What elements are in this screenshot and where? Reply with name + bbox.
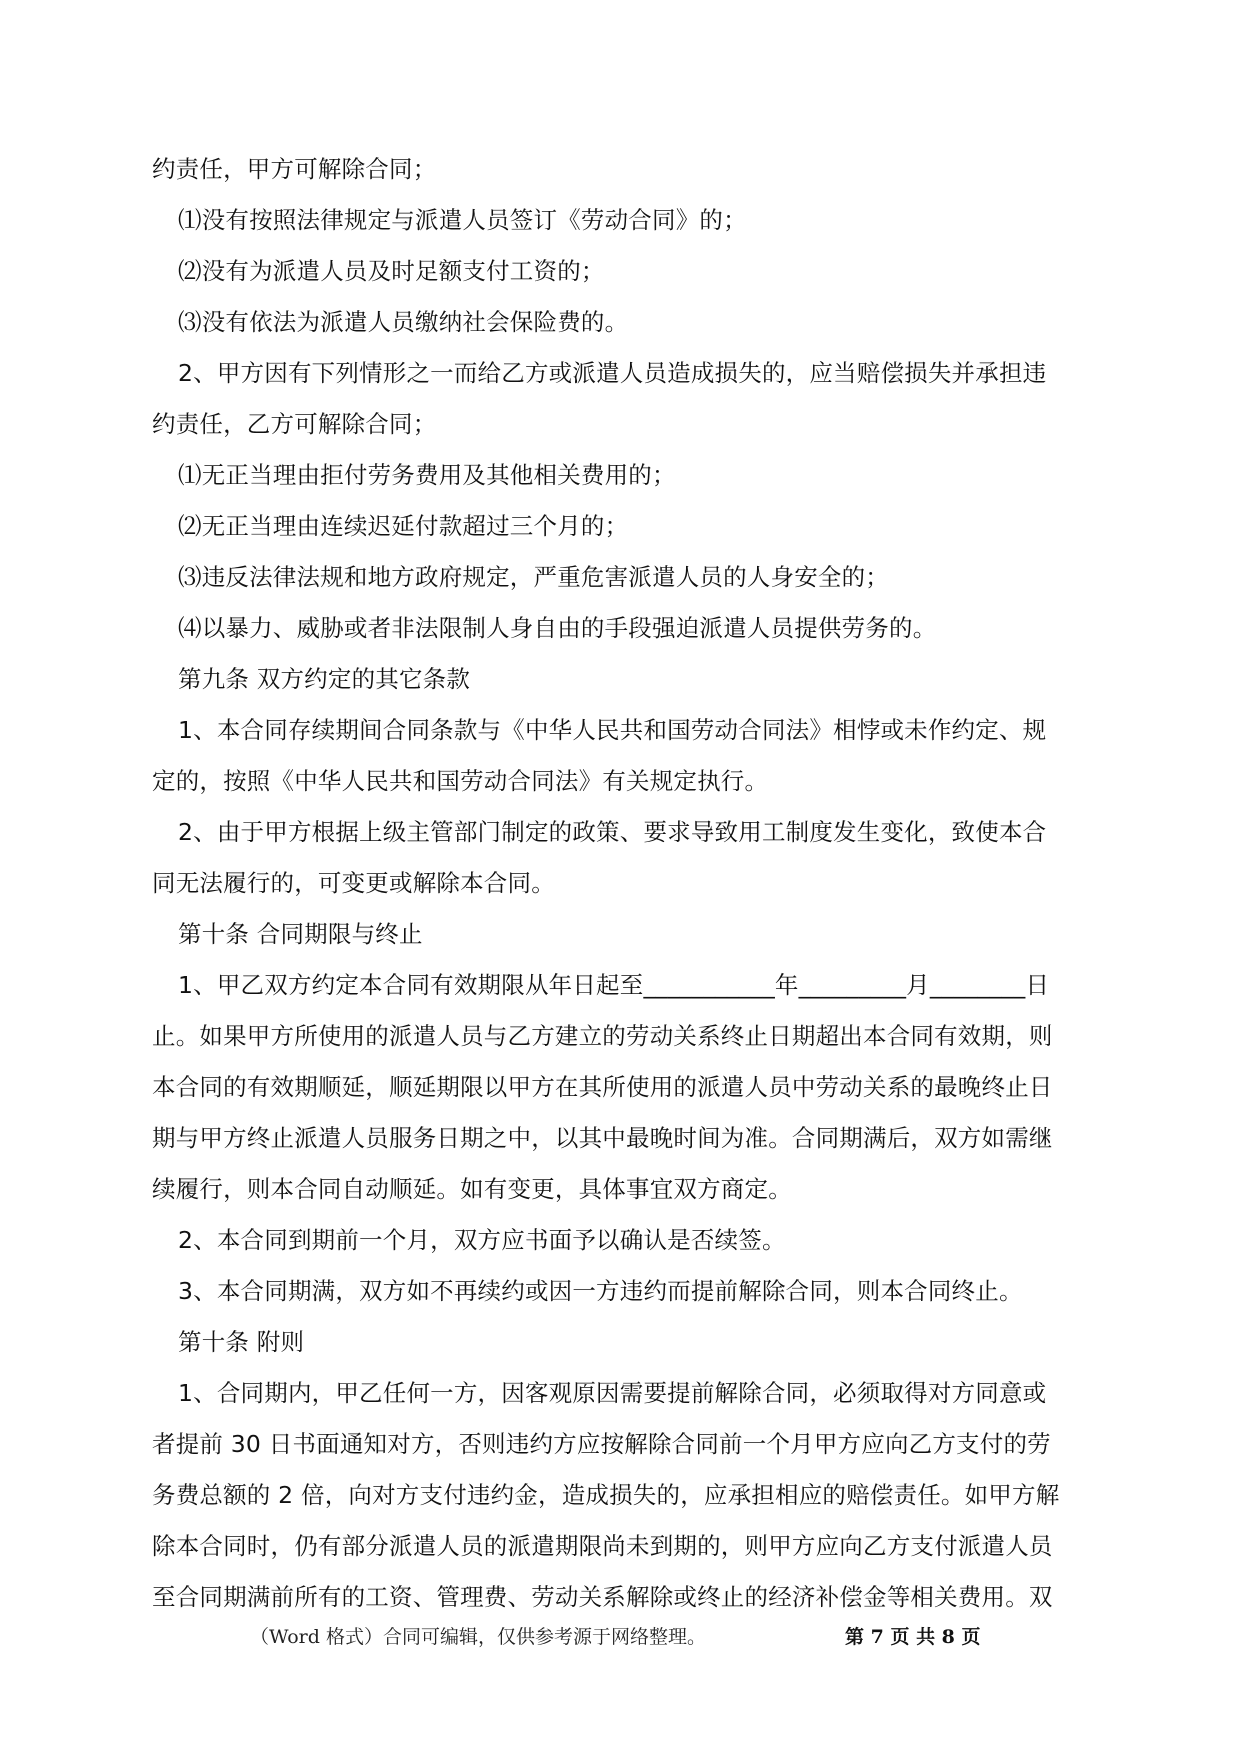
paragraph-line: 续履行，则本合同自动顺延。如有变更，具体事宜双方商定。 [152,1175,792,1203]
paragraph-line: ⑴没有按照法律规定与派遣人员签订《劳动合同》的； [178,206,747,234]
paragraph-line: 2、甲方因有下列情形之一而给乙方或派遣人员造成损失的，应当赔偿损失并承担违 [178,359,1047,387]
paragraph-line: 同无法履行的，可变更或解除本合同。 [152,869,555,897]
paragraph-line: 本合同的有效期顺延，顺延期限以甲方在其所使用的派遣人员中劳动关系的最晚终止日 [152,1073,1053,1101]
section-heading: 第十条 附则 [178,1328,305,1356]
page-number: 第 7 页 共 8 页 [845,1626,981,1648]
paragraph-line: 者提前 30 日书面通知对方，否则违约方应按解除合同前一个月甲方应向乙方支付的劳 [152,1430,1051,1458]
footer-note: （Word 格式）合同可编辑，仅供参考源于网络整理。 [250,1626,706,1648]
section-heading: 第十条 合同期限与终止 [178,920,423,948]
paragraph-line: 1、合同期内，甲乙任何一方，因客观原因需要提前解除合同，必须取得对方同意或 [178,1379,1047,1407]
paragraph-line: 2、本合同到期前一个月，双方应书面予以确认是否续签。 [178,1226,786,1254]
paragraph-line: ⑵没有为派遣人员及时足额支付工资的； [178,257,605,285]
paragraph-line: 1、本合同存续期间合同条款与《中华人民共和国劳动合同法》相悖或未作约定、规 [178,716,1047,744]
paragraph-line: 约责任，甲方可解除合同； [152,155,437,183]
paragraph-line: 约责任，乙方可解除合同； [152,410,437,438]
paragraph-line: ⑷以暴力、威胁或者非法限制人身自由的手段强迫派遣人员提供劳务的。 [178,614,937,642]
paragraph-line: 至合同期满前所有的工资、管理费、劳动关系解除或终止的经济补偿金等相关费用。双 [152,1583,1053,1611]
paragraph-line: 3、本合同期满，双方如不再续约或因一方违约而提前解除合同，则本合同终止。 [178,1277,1023,1305]
paragraph-line: 期与甲方终止派遣人员服务日期之中，以其中最晚时间为准。合同期满后，双方如需继 [152,1124,1053,1152]
paragraph-line: 止。如果甲方所使用的派遣人员与乙方建立的劳动关系终止日期超出本合同有效期，则 [152,1022,1053,1050]
paragraph-line: ⑵无正当理由连续迟延付款超过三个月的； [178,512,629,540]
page-footer [0,1622,1241,1652]
paragraph-line: ⑶没有依法为派遣人员缴纳社会保险费的。 [178,308,629,336]
paragraph-line: 务费总额的 2 倍，向对方支付违约金，造成损失的，应承担相应的赔偿责任。如甲方解 [152,1481,1060,1509]
paragraph-line: ⑶违反法律法规和地方政府规定，严重危害派遣人员的人身安全的； [178,563,889,591]
section-heading: 第九条 双方约定的其它条款 [178,665,471,693]
paragraph-line: 2、由于甲方根据上级主管部门制定的政策、要求导致用工制度发生变化，致使本合 [178,818,1047,846]
paragraph-line: 定的，按照《中华人民共和国劳动合同法》有关规定执行。 [152,767,769,795]
paragraph-line: ⑴无正当理由拒付劳务费用及其他相关费用的； [178,461,676,489]
paragraph-line: 除本合同时，仍有部分派遣人员的派遣期限尚未到期的，则甲方应向乙方支付派遣人员 [152,1532,1053,1560]
paragraph-line: 1、甲乙双方约定本合同有效期限从年日起至___________年_________月________日 [178,971,1050,999]
